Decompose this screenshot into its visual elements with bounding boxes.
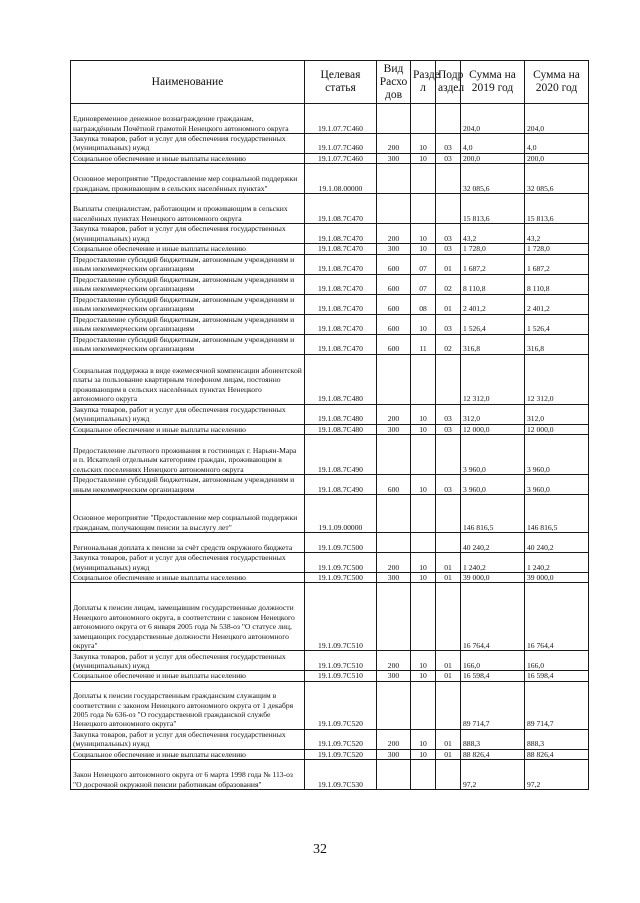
row-section: [411, 495, 436, 533]
row-section: 10: [411, 224, 436, 244]
row-sum-2019: 1 240,2: [461, 553, 525, 573]
row-name: Закупка товаров, работ и услуг для обеспечения государственных (муниципальных) нужд: [71, 729, 305, 749]
row-section: 10: [411, 651, 436, 671]
row-section: 08: [411, 294, 436, 314]
row-subsection: 03: [436, 404, 461, 424]
row-sum-2020: 16 764,4: [525, 583, 589, 651]
row-section: 10: [411, 244, 436, 254]
row-sum-2020: 1 728,0: [525, 244, 589, 254]
row-sum-2020: 3 960,0: [525, 435, 589, 475]
row-target-article: 19.1.08.00000: [305, 164, 377, 194]
row-sum-2020: 200,0: [525, 153, 589, 163]
row-target-article: 19.1.08.7С470: [305, 334, 377, 354]
row-expense-type: 200: [377, 729, 411, 749]
row-sum-2019: 89 714,7: [461, 681, 525, 729]
row-target-article: 19.1.09.7С530: [305, 760, 377, 790]
row-expense-type: [377, 194, 411, 224]
table-row: [71, 164, 589, 194]
row-expense-type: 600: [377, 475, 411, 495]
row-sum-2020: 97,2: [525, 760, 589, 790]
row-subsection: [436, 164, 461, 194]
row-section: [411, 164, 436, 194]
row-name: Выплаты специалистам, работающим и проживающим в сельских населённых пунктах Ненецкого автономного округа: [71, 194, 305, 224]
row-sum-2019: 888,3: [461, 729, 525, 749]
row-sum-2020: 16 598,4: [525, 671, 589, 681]
row-sum-2020: 2 401,2: [525, 294, 589, 314]
row-subsection: 03: [436, 134, 461, 154]
row-name: Предоставление льготного проживания в гостиницах г. Нарьян-Мара и п. Искателей отдельным категориям граждан, проживающим в сельских поселениях Ненецкого автономного округа: [71, 435, 305, 475]
row-expense-type: 200: [377, 134, 411, 154]
row-sum-2020: 12 312,0: [525, 354, 589, 404]
table-row: [71, 104, 589, 134]
row-expense-type: [377, 760, 411, 790]
row-target-article: 19.1.08.7С470: [305, 194, 377, 224]
row-name: Закупка товаров, работ и услуг для обеспечения государственных (муниципальных) нужд: [71, 651, 305, 671]
row-subsection: 02: [436, 274, 461, 294]
row-sum-2020: 4,0: [525, 134, 589, 154]
row-target-article: 19.1.08.7С480: [305, 424, 377, 434]
row-target-article: 19.1.08.7С470: [305, 274, 377, 294]
row-expense-type: [377, 104, 411, 134]
row-name: Социальная поддержка в виде ежемесячной компенсации абонентской платы за пользование квартирным телефоном лицам, постоянно проживающим в сельских населённых пунктах Ненецкого автономного округа: [71, 354, 305, 404]
row-subsection: 01: [436, 749, 461, 759]
row-target-article: 19.1.09.7С510: [305, 583, 377, 651]
row-name: Социальное обеспечение и иные выплаты населению: [71, 749, 305, 759]
row-section: 10: [411, 153, 436, 163]
row-expense-type: 300: [377, 424, 411, 434]
page-number: 32: [313, 842, 327, 857]
row-name: Основное мероприятие "Предоставление мер социальной поддержки гражданам, получающим пенсии за выслугу лет": [71, 495, 305, 533]
row-name: Предоставление субсидий бюджетным, автономным учреждениям и иным некоммерческим организациям: [71, 314, 305, 334]
row-subsection: [436, 583, 461, 651]
row-subsection: [436, 681, 461, 729]
row-expense-type: [377, 583, 411, 651]
row-expense-type: 300: [377, 573, 411, 583]
row-target-article: 19.1.09.7С500: [305, 533, 377, 553]
row-sum-2019: 88 826,4: [461, 749, 525, 759]
row-section: 10: [411, 671, 436, 681]
row-expense-type: 200: [377, 224, 411, 244]
row-subsection: 03: [436, 424, 461, 434]
row-section: [411, 104, 436, 134]
row-name: Закупка товаров, работ и услуг для обеспечения государственных (муниципальных) нужд: [71, 553, 305, 573]
table-row: [71, 583, 589, 651]
row-target-article: 19.1.09.7С520: [305, 681, 377, 729]
row-sum-2019: 43,2: [461, 224, 525, 244]
row-name: Основное мероприятие "Предоставление мер социальной поддержки гражданам, проживающим в сельских населённых пунктах": [71, 164, 305, 194]
row-expense-type: 600: [377, 294, 411, 314]
row-sum-2019: 200,0: [461, 153, 525, 163]
row-name: Региональная доплата к пенсии за счёт средств окружного бюджета: [71, 533, 305, 553]
row-sum-2019: 16 764,4: [461, 583, 525, 651]
row-name: Социальное обеспечение и иные выплаты населению: [71, 153, 305, 163]
row-sum-2019: 1 526,4: [461, 314, 525, 334]
row-expense-type: 300: [377, 671, 411, 681]
row-section: 10: [411, 134, 436, 154]
budget-table: [70, 60, 589, 790]
table-row: [71, 475, 589, 495]
row-subsection: 03: [436, 153, 461, 163]
table-body: [71, 104, 589, 790]
row-expense-type: 600: [377, 334, 411, 354]
row-sum-2019: 97,2: [461, 760, 525, 790]
table-row: [71, 404, 589, 424]
row-sum-2019: 312,0: [461, 404, 525, 424]
row-sum-2019: 316,8: [461, 334, 525, 354]
table-row: [71, 224, 589, 244]
row-section: 10: [411, 553, 436, 573]
row-section: 07: [411, 274, 436, 294]
row-sum-2019: 12 000,0: [461, 424, 525, 434]
row-sum-2020: 43,2: [525, 224, 589, 244]
row-section: 11: [411, 334, 436, 354]
row-sum-2020: 1 240,2: [525, 553, 589, 573]
row-target-article: 19.1.09.7С510: [305, 671, 377, 681]
table-row: [71, 495, 589, 533]
row-target-article: 19.1.07.7С460: [305, 104, 377, 134]
row-subsection: [436, 533, 461, 553]
row-sum-2020: 1 526,4: [525, 314, 589, 334]
header-name: Наименование: [71, 61, 305, 104]
row-expense-type: [377, 354, 411, 404]
row-section: [411, 583, 436, 651]
row-section: 10: [411, 573, 436, 583]
row-expense-type: [377, 533, 411, 553]
row-sum-2020: 40 240,2: [525, 533, 589, 553]
row-subsection: 01: [436, 671, 461, 681]
row-target-article: 19.1.08.7С470: [305, 314, 377, 334]
row-sum-2019: 12 312,0: [461, 354, 525, 404]
table-row: [71, 194, 589, 224]
row-expense-type: 600: [377, 254, 411, 274]
row-target-article: 19.1.08.7С470: [305, 244, 377, 254]
row-subsection: [436, 760, 461, 790]
row-expense-type: [377, 164, 411, 194]
row-name: Социальное обеспечение и иные выплаты населению: [71, 573, 305, 583]
row-target-article: 19.1.08.7С490: [305, 435, 377, 475]
row-section: 10: [411, 314, 436, 334]
row-sum-2019: 3 960,0: [461, 475, 525, 495]
table-row: [71, 681, 589, 729]
row-sum-2019: 40 240,2: [461, 533, 525, 553]
row-expense-type: [377, 495, 411, 533]
row-sum-2020: 32 085,6: [525, 164, 589, 194]
table-row: [71, 749, 589, 759]
table-row: [71, 354, 589, 404]
row-name: Единовременное денежное вознаграждение гражданам, награждённым Почётной грамотой Ненецкого автономного округа: [71, 104, 305, 134]
row-target-article: 19.1.09.00000: [305, 495, 377, 533]
row-expense-type: [377, 435, 411, 475]
row-expense-type: 300: [377, 749, 411, 759]
header-target-article: Целевая статья: [305, 61, 377, 104]
table-row: [71, 294, 589, 314]
row-subsection: 01: [436, 573, 461, 583]
row-name: Предоставление субсидий бюджетным, автономным учреждениям и иным некоммерческим организациям: [71, 274, 305, 294]
row-target-article: 19.1.08.7С470: [305, 294, 377, 314]
row-section: 10: [411, 749, 436, 759]
row-expense-type: 200: [377, 404, 411, 424]
row-target-article: 19.1.09.7С520: [305, 729, 377, 749]
row-name: Доплаты к пенсии лицам, замещавшим государственные должности Ненецкого автономного округа, в соответствии с законом Ненецкого автономного округа от 6 января 2005 года № 538-оз "О статусе лиц, замещающих государственные должности Ненецкого автономного округа": [71, 583, 305, 651]
row-sum-2019: 8 110,8: [461, 274, 525, 294]
row-sum-2020: 3 960,0: [525, 475, 589, 495]
table-row: [71, 533, 589, 553]
row-sum-2020: 166,0: [525, 651, 589, 671]
table-row: [71, 314, 589, 334]
row-name: Предоставление субсидий бюджетным, автономным учреждениям и иным некоммерческим организациям: [71, 254, 305, 274]
table-row: [71, 760, 589, 790]
table-row: [71, 334, 589, 354]
table-row: [71, 424, 589, 434]
row-section: 07: [411, 254, 436, 274]
row-section: 10: [411, 404, 436, 424]
row-target-article: 19.1.07.7С460: [305, 134, 377, 154]
row-subsection: 01: [436, 553, 461, 573]
header-sum-2020: Сумма на 2020 год: [525, 61, 589, 104]
row-sum-2020: 204,0: [525, 104, 589, 134]
table-row: [71, 435, 589, 475]
row-subsection: 01: [436, 651, 461, 671]
row-sum-2019: 1 728,0: [461, 244, 525, 254]
row-name: Предоставление субсидий бюджетным, автономным учреждениям и иным некоммерческим организациям: [71, 294, 305, 314]
row-name: Предоставление субсидий бюджетным, автономным учреждениям и иным некоммерческим организациям: [71, 475, 305, 495]
row-sum-2020: 316,8: [525, 334, 589, 354]
row-sum-2020: 312,0: [525, 404, 589, 424]
table-row: [71, 729, 589, 749]
row-section: [411, 533, 436, 553]
row-target-article: 19.1.08.7С470: [305, 224, 377, 244]
table-row: [71, 274, 589, 294]
row-target-article: 19.1.09.7С500: [305, 573, 377, 583]
row-subsection: 01: [436, 294, 461, 314]
row-sum-2020: 12 000,0: [525, 424, 589, 434]
row-sum-2020: 39 000,0: [525, 573, 589, 583]
row-subsection: [436, 354, 461, 404]
row-expense-type: 600: [377, 314, 411, 334]
row-target-article: 19.1.08.7С480: [305, 404, 377, 424]
table-row: [71, 244, 589, 254]
row-target-article: 19.1.09.7С500: [305, 553, 377, 573]
row-sum-2019: 15 813,6: [461, 194, 525, 224]
row-section: 10: [411, 729, 436, 749]
row-subsection: [436, 435, 461, 475]
row-sum-2019: 166,0: [461, 651, 525, 671]
row-section: 10: [411, 424, 436, 434]
row-sum-2019: 39 000,0: [461, 573, 525, 583]
table-row: [71, 254, 589, 274]
row-section: 10: [411, 475, 436, 495]
row-sum-2019: 1 687,2: [461, 254, 525, 274]
row-subsection: 02: [436, 334, 461, 354]
row-target-article: 19.1.08.7С480: [305, 354, 377, 404]
row-name: Доплаты к пенсии государственным гражданским служащим в соответствии с законом Ненецкого автономного округа от 1 декабря 2005 года № 636-оз "О государственной гражданской службе Ненецкого автономного округа": [71, 681, 305, 729]
row-sum-2020: 8 110,8: [525, 274, 589, 294]
row-expense-type: 600: [377, 274, 411, 294]
row-sum-2019: 4,0: [461, 134, 525, 154]
row-name: Закупка товаров, работ и услуг для обеспечения государственных (муниципальных) нужд: [71, 134, 305, 154]
row-expense-type: [377, 681, 411, 729]
table-row: [71, 671, 589, 681]
row-section: [411, 354, 436, 404]
row-sum-2019: 146 816,5: [461, 495, 525, 533]
row-name: Предоставление субсидий бюджетным, автономным учреждениям и иным некоммерческим организациям: [71, 334, 305, 354]
row-subsection: [436, 194, 461, 224]
header-expense-type: Вид Расхо дов: [377, 61, 411, 104]
row-subsection: 03: [436, 475, 461, 495]
row-expense-type: 300: [377, 244, 411, 254]
row-subsection: [436, 495, 461, 533]
row-expense-type: 200: [377, 553, 411, 573]
row-section: [411, 760, 436, 790]
row-sum-2019: 204,0: [461, 104, 525, 134]
row-name: Социальное обеспечение и иные выплаты населению: [71, 244, 305, 254]
row-name: Социальное обеспечение и иные выплаты населению: [71, 424, 305, 434]
row-sum-2020: 1 687,2: [525, 254, 589, 274]
row-subsection: 01: [436, 729, 461, 749]
row-sum-2020: 89 714,7: [525, 681, 589, 729]
row-section: [411, 194, 436, 224]
row-sum-2020: 88 826,4: [525, 749, 589, 759]
row-name: Закупка товаров, работ и услуг для обеспечения государственных (муниципальных) нужд: [71, 224, 305, 244]
table-row: [71, 573, 589, 583]
row-target-article: 19.1.09.7С520: [305, 749, 377, 759]
row-target-article: 19.1.09.7С510: [305, 651, 377, 671]
table-header: [71, 61, 589, 104]
row-target-article: 19.1.07.7С460: [305, 153, 377, 163]
table-row: [71, 134, 589, 154]
header-subsection: Подр аздел: [436, 61, 461, 104]
row-name: Закон Ненецкого автономного округа от 6 марта 1998 года № 113-оз "О досрочной окружной пенсии работникам образования": [71, 760, 305, 790]
row-section: [411, 435, 436, 475]
header-sum-2019: Сумма на 2019 год: [461, 61, 525, 104]
row-sum-2019: 32 085,6: [461, 164, 525, 194]
row-subsection: 03: [436, 314, 461, 334]
row-sum-2020: 888,3: [525, 729, 589, 749]
row-name: Социальное обеспечение и иные выплаты населению: [71, 671, 305, 681]
row-target-article: 19.1.08.7С470: [305, 254, 377, 274]
table-row: [71, 553, 589, 573]
table-row: [71, 153, 589, 163]
row-sum-2020: 15 813,6: [525, 194, 589, 224]
row-subsection: 03: [436, 224, 461, 244]
row-subsection: 03: [436, 244, 461, 254]
row-expense-type: 200: [377, 651, 411, 671]
table-row: [71, 651, 589, 671]
row-sum-2019: 2 401,2: [461, 294, 525, 314]
row-section: [411, 681, 436, 729]
row-subsection: [436, 104, 461, 134]
row-subsection: 01: [436, 254, 461, 274]
header-section: Разде л: [411, 61, 436, 104]
row-sum-2019: 16 598,4: [461, 671, 525, 681]
row-sum-2019: 3 960,0: [461, 435, 525, 475]
row-expense-type: 300: [377, 153, 411, 163]
row-sum-2020: 146 816,5: [525, 495, 589, 533]
row-target-article: 19.1.08.7С490: [305, 475, 377, 495]
row-name: Закупка товаров, работ и услуг для обеспечения государственных (муниципальных) нужд: [71, 404, 305, 424]
